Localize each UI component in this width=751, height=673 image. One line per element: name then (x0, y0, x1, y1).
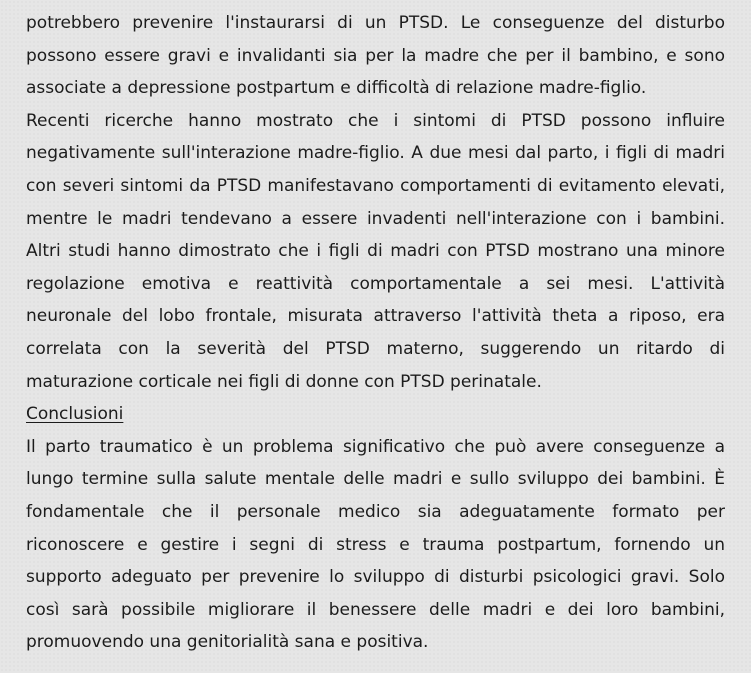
text-line: riconoscere e gestire i segni di stress e trauma postpartum, fornendo un (26, 534, 725, 555)
text-line: lungo termine sulla salute mentale delle madri e sullo sviluppo dei bambini. È (26, 469, 725, 490)
text-line: potrebbero prevenire l'instaurarsi di un PTSD. Le conseguenze del disturbo (26, 13, 725, 33)
text-line: supporto adeguato per prevenire lo sviluppo di disturbi psicologici gravi. Solo (26, 567, 725, 588)
text-line: maturazione corticale nei figli di donne con PTSD perinatale. (26, 371, 542, 392)
text-line: associate a depressione postpartum e difficoltà di relazione madre-figlio. (26, 78, 647, 99)
text-line: con severi sintomi da PTSD manifestavano comportamenti di evitamento elevati, (26, 175, 725, 196)
text-line: regolazione emotiva e reattività comportamentale a sei mesi. L'attività (26, 273, 725, 294)
text-line: negativamente sull'interazione madre-figlio. A due mesi dal parto, i figli di madri (26, 143, 725, 164)
paragraph-ptsd-consequences (26, 7, 725, 105)
text-line: correlata con la severità del PTSD materno, suggerendo un ritardo di (26, 338, 725, 359)
paragraph-research-findings (26, 105, 725, 398)
text-line: Altri studi hanno dimostrato che i figli di madri con PTSD mostrano una minore (26, 241, 725, 262)
section-heading-conclusioni: Conclusioni (26, 404, 124, 425)
section-heading-wrapper (26, 398, 725, 431)
text-line: fondamentale che il personale medico sia adeguatamente formato per (26, 501, 725, 522)
text-line: neuronale del lobo frontale, misurata attraverso l'attività theta a riposo, era (26, 306, 725, 327)
text-line: Recenti ricerche hanno mostrato che i sintomi di PTSD possono influire (26, 110, 725, 131)
text-line: mentre le madri tendevano a essere invadenti nell'interazione con i bambini. (26, 208, 725, 229)
text-line: Il parto traumatico è un problema significativo che può avere conseguenze a (26, 436, 725, 457)
text-line: così sarà possibile migliorare il benessere delle madri e dei loro bambini, (26, 599, 725, 620)
text-line: possono essere gravi e invalidanti sia per la madre che per il bambino, e sono (26, 45, 725, 66)
text-line: promuovendo una genitorialità sana e positiva. (26, 632, 429, 653)
paragraph-conclusions (26, 431, 725, 659)
